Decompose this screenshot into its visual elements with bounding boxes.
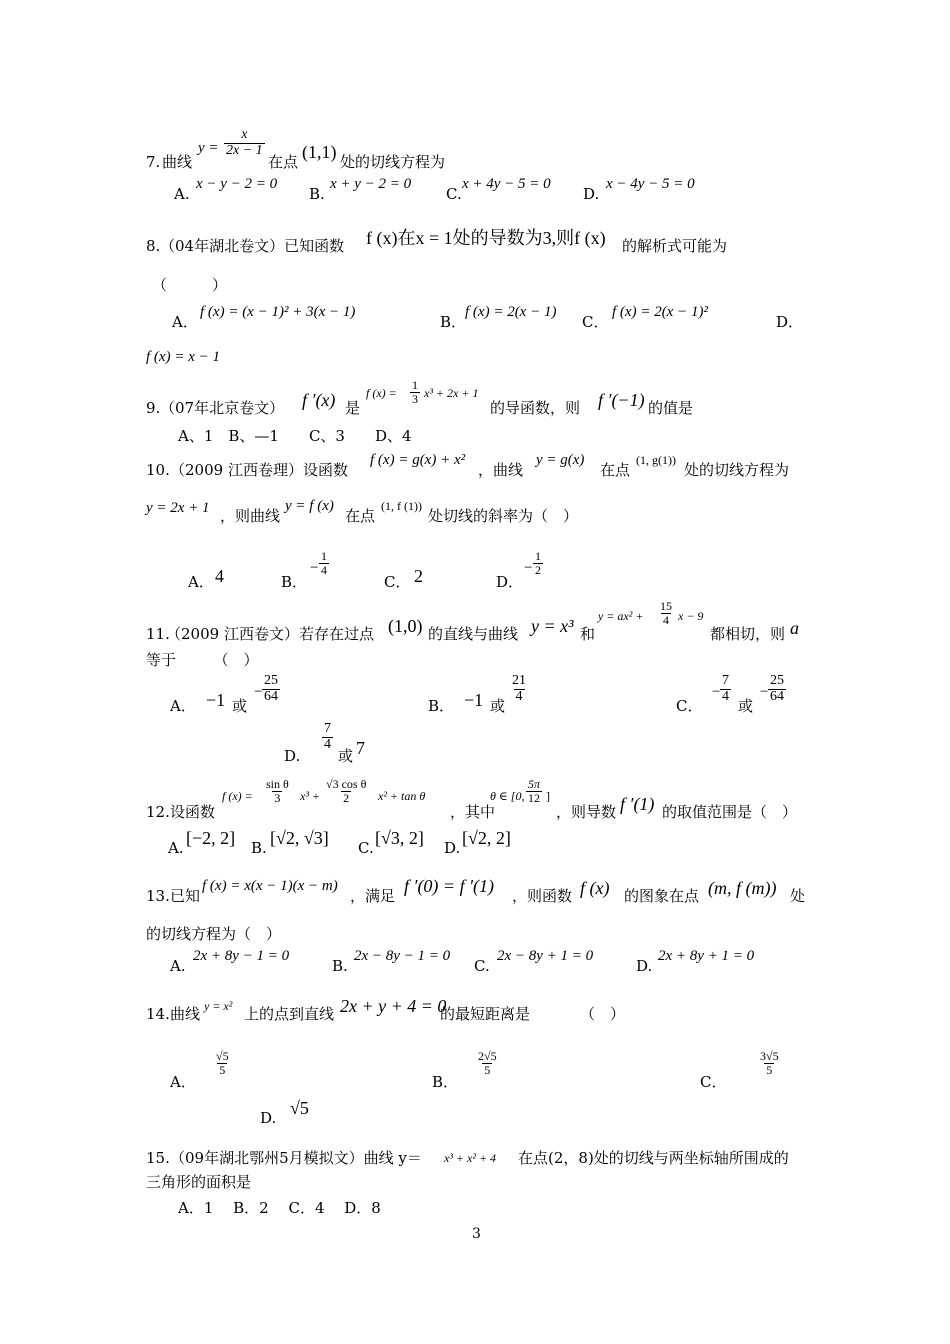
q11-number: 11.: [146, 625, 170, 643]
q15-text: （09年湖北鄂州5月模拟文）曲线 y＝: [170, 1149, 422, 1167]
q10-point2: (1, f (1)): [381, 499, 422, 513]
q10-text: 处的切线方程为: [684, 461, 790, 479]
q8-option-c: f (x) = 2(x − 1)²: [612, 304, 708, 320]
q10-point: (1, g(1)): [636, 453, 676, 467]
q13-text: 已知: [170, 887, 201, 905]
q8-number: 8.: [146, 237, 161, 255]
q9-text: 的导函数，则: [490, 399, 581, 417]
q13-f-def: f (x) = x(x − 1)(x − m): [202, 878, 338, 894]
q9-fprime-value: f ′(−1): [598, 390, 645, 410]
q7-option-b: x + y − 2 = 0: [330, 176, 412, 192]
q11-option-b-v1: −1: [464, 690, 484, 710]
q12-option-b: [√2, √3]: [270, 828, 329, 848]
q7-point: (1,1): [302, 142, 337, 162]
q11-text: 和: [580, 625, 596, 643]
q12-f-lhs: f (x) =: [222, 789, 253, 803]
q10-source: （2009 江西卷理）设函数: [170, 461, 348, 479]
q7-option-b-label: B.: [309, 185, 325, 203]
q9-f-rhs: x³ + 2x + 1: [424, 386, 479, 400]
q11-option-a-fraction: $\frac{25}{64}$: [264, 673, 278, 704]
q7-option-a: x − y − 2 = 0: [196, 176, 278, 192]
q8-option-d-label: D．: [776, 313, 804, 331]
q14-option-d-label: D.: [260, 1109, 277, 1127]
q13-text: ，满足: [350, 887, 396, 905]
q13-option-b: 2x − 8y − 1 = 0: [354, 948, 451, 964]
q12-term2-fraction: $\frac{\text{√3 cos θ}}{2}$: [326, 777, 367, 805]
q8-option-a-label: A．: [172, 313, 198, 331]
q12-option-d: [√2, 2]: [462, 828, 511, 848]
q13-option-c: 2x − 8y + 1 = 0: [497, 948, 594, 964]
q9-source: （07年北京卷文）: [160, 399, 285, 417]
q10-f-def: f (x) = g(x) + x²: [370, 452, 466, 468]
q10-number: 10.: [146, 461, 170, 479]
q14-option-b-label: B．: [432, 1073, 459, 1091]
q15-text: 在点(2，8)处的切线与两坐标轴所围成的: [518, 1149, 789, 1167]
q13-option-d-label: D.: [636, 957, 653, 975]
q9-text: 的值是: [648, 399, 694, 417]
q12-option-a-label: A.: [168, 839, 184, 857]
q14-option-a-label: A．: [170, 1073, 196, 1091]
q12-number: 12.: [146, 803, 170, 821]
q15-text: 三角形的面积是: [146, 1173, 252, 1191]
q14-number: 14.: [146, 1005, 170, 1023]
q10-text: 处切线的斜率为（ ）: [428, 507, 579, 525]
q8-text: 的解析式可能为: [622, 237, 728, 255]
q14-curve: y = x²: [204, 999, 233, 1013]
q15-options: A．1 B．2 C．4 D．8: [178, 1199, 381, 1217]
q11-option-d-fraction: $\frac{7}{4}$: [324, 721, 331, 752]
q7-option-a-label: A.: [174, 185, 190, 203]
q12-theta-lhs: θ ∈ [0,: [490, 789, 525, 803]
q13-option-c-label: C.: [474, 957, 490, 975]
q11-option-a-or: 或: [232, 697, 248, 715]
q11-curve1: y = x³: [531, 616, 574, 636]
q9-fraction: $\frac{1}{3}$: [412, 378, 418, 406]
q12-text: ，则导数: [556, 803, 617, 821]
q13-condition: f ′(0) = f ′(1): [404, 876, 494, 896]
q11-option-c-sign1: −: [712, 684, 721, 700]
q11-text: 的直线与曲线: [428, 625, 519, 643]
q14-text: 曲线: [170, 1005, 201, 1023]
q9-options: A、1 B、—1 C、3 D、4: [178, 427, 412, 445]
q11-option-b-or: 或: [490, 697, 506, 715]
q14-option-c-label: C．: [700, 1073, 727, 1091]
q7-text: 处的切线方程为: [340, 153, 446, 171]
q11-point: (1,0): [388, 616, 423, 636]
q11-curve2-fraction: $\frac{15}{4}$: [660, 599, 672, 627]
q10-curve2: y = f (x): [285, 498, 334, 514]
q13-point: (m, f (m)): [708, 878, 777, 898]
q14-line: 2x + y + 4 = 0: [340, 996, 447, 1016]
q14-text: 上的点到直线: [244, 1005, 335, 1023]
q9-number: 9.: [146, 399, 161, 417]
q10-curve: y = g(x): [536, 452, 585, 468]
q11-variable-a: a: [790, 618, 799, 638]
q11-option-b-fraction: $\frac{21}{4}$: [512, 673, 526, 704]
q11-option-c-sign2: −: [760, 684, 769, 700]
q10-option-b-label: B．: [281, 573, 308, 591]
q10-text: ，曲线: [478, 461, 524, 479]
q12-term1-fraction: $\frac{\text{sin θ}}{3}$: [266, 777, 289, 805]
q8-option-a: f (x) = (x − 1)² + 3(x − 1): [200, 304, 356, 320]
q11-option-d-label: D.: [284, 747, 301, 765]
q13-fx: f (x): [580, 878, 610, 898]
q11-curve2-rhs: x − 9: [678, 609, 704, 623]
q12-option-a: [−2, 2]: [186, 828, 236, 848]
q10-option-b-sign: −: [310, 560, 319, 576]
q7-option-c-label: C.: [446, 185, 462, 203]
q10-option-b-fraction: $\frac{1}{4}$: [321, 549, 327, 577]
q7-fraction: $\frac{x}{2x - 1}$: [226, 127, 263, 158]
q12-text: 设函数: [170, 803, 216, 821]
q12-fprime: f ′(1): [620, 794, 655, 814]
q11-option-c-fraction2: $\frac{25}{64}$: [770, 673, 784, 704]
q13-text: 的图象在点: [624, 887, 700, 905]
q13-text: ，则函数: [512, 887, 573, 905]
q10-tangent: y = 2x + 1: [146, 500, 210, 516]
q13-text: 处: [790, 887, 806, 905]
q10-option-c-label: C．: [384, 573, 411, 591]
q11-text: 都相切，则: [710, 625, 786, 643]
q11-option-c-or: 或: [738, 697, 754, 715]
q14-option-b-fraction: $\frac{2√5}{5}$: [478, 1049, 497, 1077]
q13-text: 的切线方程为（ ）: [146, 925, 282, 943]
q12-option-b-label: B.: [251, 839, 267, 857]
q8-condition: f (x)在x = 1处的导数为3,则f (x): [366, 228, 606, 248]
q7-text: 曲线: [162, 153, 193, 171]
q14-text: 的最短距离是: [440, 1005, 531, 1023]
q12-text: 的取值范围是（ ）: [662, 803, 798, 821]
q15-curve: x³ + x² + 4: [444, 1151, 497, 1165]
q13-option-a-label: A.: [170, 957, 186, 975]
q8-option-d: f (x) = x − 1: [146, 349, 220, 365]
q7-option-d: x − 4y − 5 = 0: [606, 176, 695, 192]
q14-option-d: √5: [290, 1098, 309, 1118]
q11-option-b-label: B．: [428, 697, 455, 715]
q8-option-b-label: B．: [440, 313, 467, 331]
q13-option-b-label: B.: [332, 957, 348, 975]
q11-text: 等于 （ ）: [146, 651, 259, 669]
q14-option-a-fraction: $\frac{√5}{5}$: [216, 1049, 229, 1077]
q7-number: 7.: [146, 153, 161, 171]
q10-option-d-label: D．: [496, 573, 524, 591]
q7-text: 在点: [268, 153, 299, 171]
q13-option-d: 2x + 8y + 1 = 0: [658, 948, 755, 964]
q9-f-lhs: f (x) =: [366, 386, 397, 400]
q14-answer-paren: （ ）: [580, 1005, 626, 1023]
q11-option-a-label: A．: [170, 697, 196, 715]
q14-option-c-fraction: $\frac{3√5}{5}$: [760, 1049, 779, 1077]
q7-option-d-label: D.: [583, 185, 600, 203]
q12-term1-rest: x³ +: [300, 789, 321, 803]
q10-option-a: 4: [215, 566, 224, 586]
q9-text: 是: [345, 399, 361, 417]
q12-option-d-label: D.: [444, 839, 461, 857]
q11-option-d-or: 或: [338, 747, 354, 765]
q10-option-c: 2: [414, 566, 423, 586]
q8-answer-paren: （ ）: [152, 276, 228, 294]
q10-option-d-sign: −: [524, 560, 533, 576]
q12-theta-fraction: $\frac{5\pi}{12}$: [528, 777, 541, 805]
q8-source: （04年湖北卷文）已知函数: [160, 237, 345, 255]
q12-text: ，其中: [450, 803, 496, 821]
q15-number: 15.: [146, 1149, 170, 1167]
q7-eq-lhs: y =: [198, 140, 219, 156]
q10-option-d-fraction: $\frac{1}{2}$: [535, 549, 541, 577]
q13-option-a: 2x + 8y − 1 = 0: [193, 948, 290, 964]
q13-number: 13.: [146, 887, 170, 905]
page-number: 3: [472, 1226, 481, 1242]
q7-option-c: x + 4y − 5 = 0: [462, 176, 551, 192]
q12-theta-rhs: ]: [546, 789, 550, 803]
q11-option-c-fraction1: $\frac{7}{4}$: [722, 673, 729, 704]
q10-text: ，则曲线: [220, 507, 281, 525]
q8-option-b: f (x) = 2(x − 1): [465, 304, 557, 320]
q10-text: 在点: [600, 461, 631, 479]
q11-option-a-sign: −: [254, 684, 263, 700]
q12-option-c: [√3, 2]: [375, 828, 424, 848]
q9-fprime: f ′(x): [302, 390, 336, 410]
q11-option-a-v1: −1: [206, 690, 226, 710]
q10-option-a-label: A．: [188, 573, 214, 591]
q11-option-c-label: C．: [676, 697, 703, 715]
q12-term2-rest: x² + tan θ: [378, 789, 426, 803]
q8-option-c-label: C．: [582, 313, 609, 331]
q11-option-d-v2: 7: [356, 738, 365, 758]
q11-source: （2009 江西卷文）若存在过点: [166, 625, 374, 643]
q10-text: 在点: [345, 507, 376, 525]
q12-option-c-label: C.: [358, 839, 374, 857]
q11-curve2-lhs: y = ax² +: [598, 609, 644, 623]
